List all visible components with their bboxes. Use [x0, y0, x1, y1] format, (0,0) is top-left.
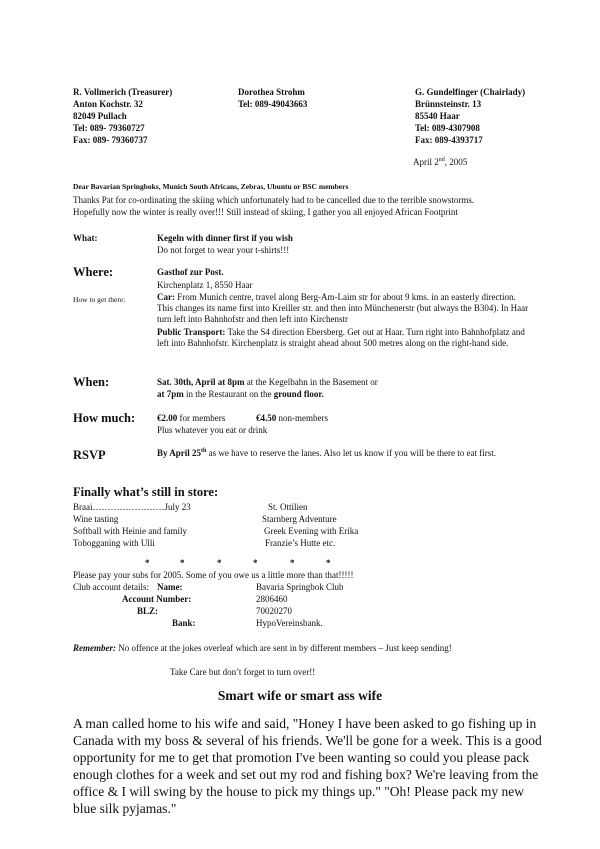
account-key-blz: BLZ: [137, 606, 159, 616]
howmuch-label: How much: [73, 411, 136, 425]
account-label: Club account details: [73, 582, 149, 592]
store-item: Braai……………………July 23 [73, 502, 191, 512]
account-key-name: Name: [157, 582, 183, 592]
star: * [290, 558, 295, 568]
account-key-number: Account Number: [122, 594, 192, 604]
treasurer-city: 82049 Pullach [73, 111, 127, 121]
what-note: Do not forget to wear your t-shirts!!! [157, 245, 290, 255]
when-label: When: [73, 375, 110, 389]
star: * [253, 558, 258, 568]
price-note: Plus whatever you eat or drink [157, 425, 268, 435]
store-item: Softball with Heinie and family [73, 526, 187, 536]
member-tel: Tel: 089-49043663 [238, 99, 308, 109]
store-item: Starnberg Adventure [262, 514, 337, 524]
store-item: Franzie’s Hutte etc. [265, 538, 336, 548]
account-value-number: 2806460 [256, 594, 288, 604]
letter-date: April 2nd, 2005 [413, 157, 468, 167]
take-care: Take Care but don’t forget to turn over!! [170, 667, 316, 677]
price-members: €2.00 for members [157, 413, 226, 423]
directions-public-transport: Public Transport: Take the S4 direction Ebersberg. Get out at Haar. Turn right into Bahnhofplatz and left into Bahnhofstr. Kirchenplatz is straight ahead about 500 metres along on the right-hand side. [157, 327, 525, 348]
treasurer-fax: Fax: 089- 79360737 [73, 135, 148, 145]
treasurer-tel: Tel: 089- 79360727 [73, 123, 145, 133]
treasurer-street: Anton Kochstr. 32 [73, 99, 143, 109]
where-label: Where: [73, 265, 114, 279]
star: * [217, 558, 222, 568]
store-item: St. Ottilien [268, 502, 308, 512]
directions-car: Car: From Munich centre, travel along Berg-Am-Laim str for about 9 kms. in an easterly direction. This changes its name first into Kreiller str. and then into Münchenerstr (but always the B304). In Haar turn left into Bahnhofstr and then left into Kirchenstr [157, 292, 529, 324]
joke-title: Smart wife or smart ass wife [217, 688, 383, 703]
joke-text: A man called home to his wife and said, "Honey I have been asked to go fishing up in Canada with my boss & several of his friends. We'll be gone for a week. This is a good opportunity for me to get that promotion I've been wanting so could you please pack enough clothes for a week and set out my rod and fishing box? We're leaving from the office & I will swing by the house to pick my things up." "Oh! Please pack my new blue silk pyjamas." [73, 716, 542, 816]
where-venue: Gasthof zur Post. [157, 267, 224, 277]
salutation: Dear Bavarian Springboks, Munich South Africans, Zebras, Ubuntu or BSC members [73, 182, 349, 191]
star: * [145, 558, 150, 568]
chair-name: G. Gundelfinger (Chairlady) [415, 87, 526, 97]
where-sublabel: How to get there: [73, 295, 126, 304]
store-title: Finally what’s still in store: [73, 485, 219, 499]
chair-street: Brünnsteinstr. 13 [415, 99, 482, 109]
star: * [180, 558, 185, 568]
account-value-blz: 70020270 [256, 606, 292, 616]
where-address: Kirchenplatz 1, 8550 Haar [157, 280, 253, 290]
chair-city: 85540 Haar [415, 111, 460, 121]
star: * [326, 558, 331, 568]
store-item: Tobogganing with Ulli [73, 538, 155, 548]
store-item: Greek Evening with Erika [264, 526, 359, 536]
intro-line-2: Hopefully now the winter is really over!!! Still instead of skiing, I gather you all enjoyed African Footprint [73, 207, 458, 217]
when-line-1: Sat. 30th, April at 8pm at the Kegelbahn in the Basement or [157, 377, 378, 387]
treasurer-name: R. Vollmerich (Treasurer) [73, 87, 173, 97]
remember-note: Remember: No offence at the jokes overleaf which are sent in by different members – Just keep sending! [73, 643, 452, 653]
account-value-name: Bavaria Springbok Club [256, 582, 344, 592]
what-title: Kegeln with dinner first if you wish [157, 233, 293, 243]
member-name: Dorothea Strohm [238, 87, 305, 97]
account-key-bank: Bank: [172, 618, 196, 628]
chair-fax: Fax: 089-4393717 [415, 135, 483, 145]
store-item: Wine tasting [73, 514, 119, 524]
when-line-2: at 7pm in the Restaurant on the ground floor. [157, 389, 324, 399]
account-value-bank: HypoVereinsbank. [256, 618, 323, 628]
intro-line-1: Thanks Pat for co-ordinating the skiing which unfortunately had to be cancelled due to the terrible snowstorms. [73, 195, 475, 205]
chair-tel: Tel: 089-4307908 [415, 123, 480, 133]
what-label: What: [73, 233, 98, 243]
subs-line: Please pay your subs for 2005. Some of you owe us a little more than that!!!!! [73, 570, 354, 580]
price-nonmembers: €4.50 non-members [256, 413, 328, 423]
rsvp-label: RSVP [73, 448, 106, 462]
rsvp-text: By April 25th as we have to reserve the lanes. Also let us know if you will be there to eat first. [157, 448, 497, 458]
